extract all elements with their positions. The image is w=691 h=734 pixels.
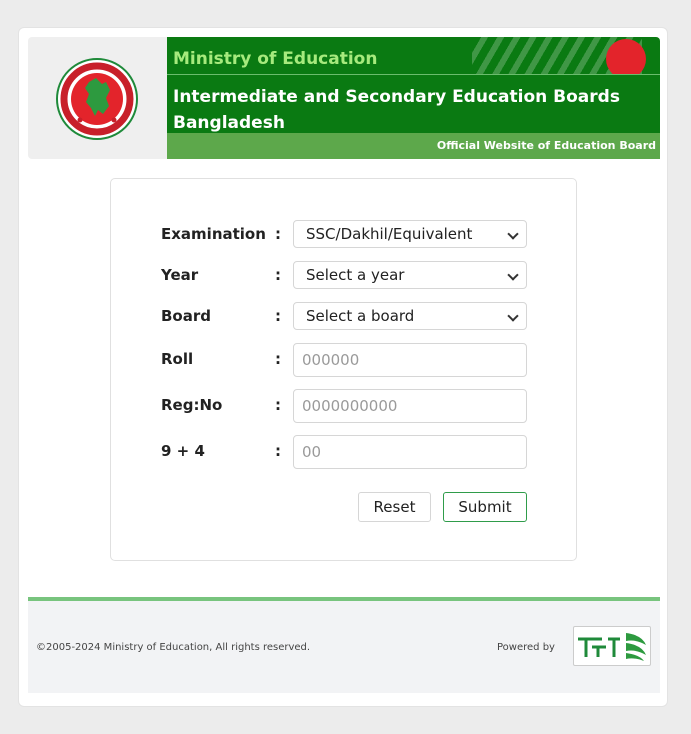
chevron-down-icon bbox=[507, 269, 518, 280]
result-form bbox=[110, 178, 577, 561]
reg-colon: : bbox=[275, 396, 281, 414]
banner-subtitle: Official Website of Education Board bbox=[167, 133, 660, 159]
examination-colon: : bbox=[275, 225, 281, 243]
chevron-down-icon bbox=[507, 228, 518, 239]
roll-input[interactable] bbox=[293, 343, 527, 377]
submit-button[interactable]: Submit bbox=[443, 492, 527, 522]
roll-label: Roll bbox=[161, 350, 194, 368]
page-container bbox=[18, 27, 668, 707]
captcha-colon: : bbox=[275, 442, 281, 460]
year-value: Select a year bbox=[306, 266, 405, 284]
header-banner bbox=[167, 37, 660, 159]
board-label: Board bbox=[161, 307, 211, 325]
teletalk-logo-icon[interactable] bbox=[573, 626, 651, 666]
site-footer bbox=[28, 597, 660, 693]
ministry-name: Ministry of Education bbox=[173, 49, 378, 69]
site-header bbox=[28, 37, 660, 159]
year-colon: : bbox=[275, 266, 281, 284]
title-line-2: Bangladesh bbox=[173, 113, 285, 133]
reg-label: Reg:No bbox=[161, 396, 223, 414]
copyright-text: ©2005-2024 Ministry of Education, All rights reserved. bbox=[36, 642, 311, 653]
government-seal-icon bbox=[56, 58, 138, 140]
banner-title bbox=[167, 75, 660, 133]
reset-button[interactable]: Reset bbox=[358, 492, 431, 522]
examination-select[interactable] bbox=[293, 220, 527, 248]
examination-value: SSC/Dakhil/Equivalent bbox=[306, 225, 473, 243]
board-colon: : bbox=[275, 307, 281, 325]
reg-input[interactable] bbox=[293, 389, 527, 423]
board-select[interactable] bbox=[293, 302, 527, 330]
logo-area bbox=[28, 37, 167, 159]
title-line-1: Intermediate and Secondary Education Boards bbox=[173, 87, 620, 107]
examination-label: Examination bbox=[161, 225, 266, 243]
flag-circle bbox=[606, 39, 646, 74]
teletalk-logo-graphic bbox=[576, 629, 648, 663]
roll-colon: : bbox=[275, 350, 281, 368]
year-label: Year bbox=[161, 266, 199, 284]
chevron-down-icon bbox=[507, 310, 518, 321]
powered-by-label: Powered by bbox=[497, 642, 555, 653]
banner-top bbox=[167, 37, 660, 74]
year-select[interactable] bbox=[293, 261, 527, 289]
board-value: Select a board bbox=[306, 307, 415, 325]
captcha-input[interactable] bbox=[293, 435, 527, 469]
captcha-label: 9 + 4 bbox=[161, 442, 205, 460]
